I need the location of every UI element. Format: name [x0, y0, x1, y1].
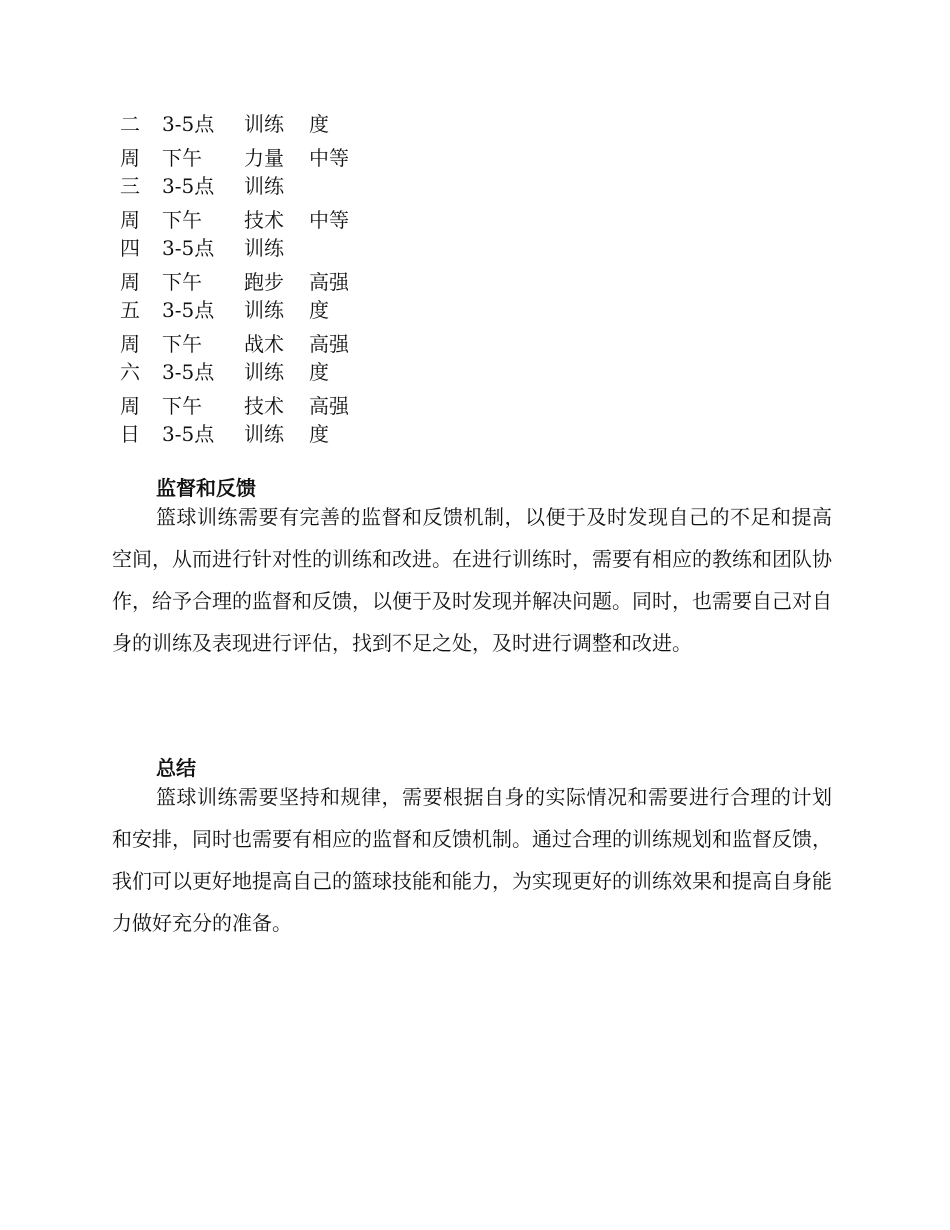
day-cell: 五 [120, 298, 140, 322]
intensity-cell: 中等 [309, 146, 349, 170]
day-cell: 六 [120, 360, 140, 384]
training-type-cell: 技术 [244, 394, 284, 418]
time-cell: 3-5点 [162, 360, 215, 384]
intensity-cell: 高强 [309, 394, 349, 418]
training-type-cell: 训练 [244, 298, 284, 322]
section-heading-feedback: 监督和反馈 [156, 476, 256, 500]
time-cell: 下午 [162, 332, 202, 356]
training-type-cell: 训练 [244, 112, 284, 136]
intensity-cell: 度 [309, 112, 329, 136]
intensity-cell: 度 [309, 422, 329, 446]
intensity-cell: 度 [309, 298, 329, 322]
training-type-cell: 跑步 [244, 270, 284, 294]
time-cell: 3-5点 [162, 298, 215, 322]
day-cell: 二 [120, 112, 140, 136]
time-cell: 下午 [162, 270, 202, 294]
day-cell: 周 [120, 208, 140, 232]
day-cell: 四 [120, 236, 140, 260]
summary-paragraph: 篮球训练需要坚持和规律，需要根据自身的实际情况和需要进行合理的计划和安排，同时也需要有相应的监督和反馈机制。通过合理的训练规划和监督反馈，我们可以更好地提高自己的篮球技能和能力，为实现更好的训练效果和提高自身能力做好充分的准备。 [112, 785, 832, 935]
time-cell: 下午 [162, 208, 202, 232]
time-cell: 3-5点 [162, 422, 215, 446]
time-cell: 下午 [162, 146, 202, 170]
day-cell: 日 [120, 422, 140, 446]
day-cell: 周 [120, 270, 140, 294]
day-cell: 周 [120, 146, 140, 170]
day-cell: 三 [120, 174, 140, 198]
time-cell: 3-5点 [162, 112, 215, 136]
training-type-cell: 训练 [244, 360, 284, 384]
intensity-cell: 度 [309, 360, 329, 384]
intensity-cell: 高强 [309, 270, 349, 294]
training-type-cell: 技术 [244, 208, 284, 232]
section-heading-summary: 总结 [156, 756, 196, 780]
intensity-cell: 高强 [309, 332, 349, 356]
training-type-cell: 训练 [244, 236, 284, 260]
time-cell: 3-5点 [162, 174, 215, 198]
feedback-paragraph: 篮球训练需要有完善的监督和反馈机制，以便于及时发现自己的不足和提高空间，从而进行针对性的训练和改进。在进行训练时，需要有相应的教练和团队协作，给予合理的监督和反馈，以便于及时发现并解决问题。同时，也需要自己对自身的训练及表现进行评估，找到不足之处，及时进行调整和改进。 [112, 505, 832, 655]
intensity-cell: 中等 [309, 208, 349, 232]
day-cell: 周 [120, 394, 140, 418]
training-type-cell: 训练 [244, 422, 284, 446]
time-cell: 下午 [162, 394, 202, 418]
time-cell: 3-5点 [162, 236, 215, 260]
day-cell: 周 [120, 332, 140, 356]
training-type-cell: 力量 [244, 146, 284, 170]
training-type-cell: 战术 [244, 332, 284, 356]
training-type-cell: 训练 [244, 174, 284, 198]
